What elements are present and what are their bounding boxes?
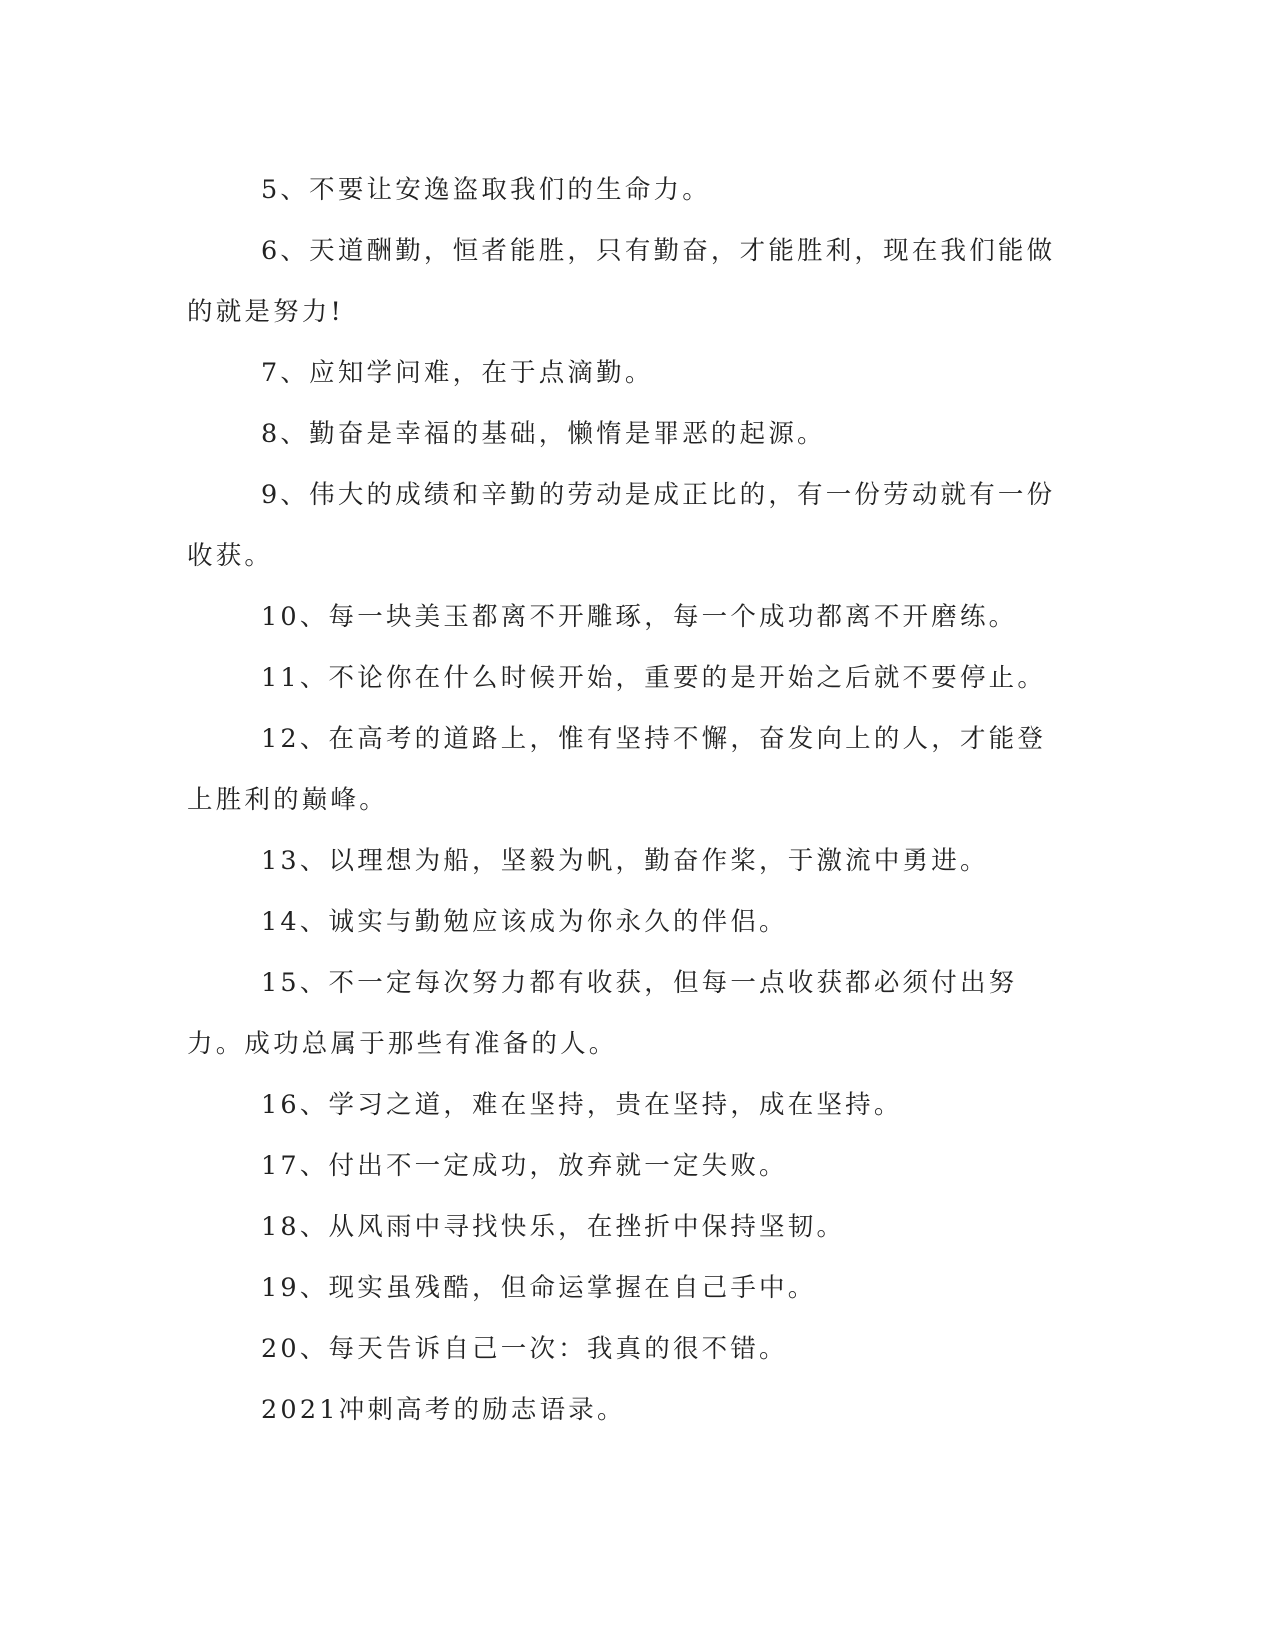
quote-paragraph-13: 13、以理想为船，坚毅为帆，勤奋作桨，于激流中勇进。 <box>261 846 989 876</box>
quote-paragraph-19: 19、现实虽残酷，但命运掌握在自己手中。 <box>261 1273 817 1303</box>
quote-paragraph-9: 9、伟大的成绩和辛勤的劳动是成正比的，有一份劳动就有一份收获。 <box>187 480 1056 571</box>
quote-paragraph-14: 14、诚实与勤勉应该成为你永久的伴侣。 <box>261 907 788 937</box>
quote-paragraph-5: 5、不要让安逸盗取我们的生命力。 <box>261 175 711 205</box>
quote-paragraph-12: 12、在高考的道路上，惟有坚持不懈，奋发向上的人，才能登上胜利的巅峰。 <box>187 724 1047 815</box>
quote-paragraph-10: 10、每一块美玉都离不开雕琢，每一个成功都离不开磨练。 <box>261 602 1018 632</box>
quote-paragraph-18: 18、从风雨中寻找快乐，在挫折中保持坚韧。 <box>261 1212 846 1242</box>
document-body <box>187 160 1067 1441</box>
quote-paragraph-15: 15、不一定每次努力都有收获，但每一点收获都必须付出努力。成功总属于那些有准备的人。 <box>187 968 1018 1059</box>
quote-paragraph-17: 17、付出不一定成功，放弃就一定失败。 <box>261 1151 788 1181</box>
quote-paragraph-8: 8、勤奋是幸福的基础，懒惰是罪恶的起源。 <box>261 419 826 449</box>
quote-paragraph-7: 7、应知学问难，在于点滴勤。 <box>261 358 654 388</box>
quote-paragraph-6: 6、天道酬勤，恒者能胜，只有勤奋，才能胜利，现在我们能做的就是努力! <box>187 236 1056 327</box>
quote-paragraph-11: 11、不论你在什么时候开始，重要的是开始之后就不要停止。 <box>261 663 1047 693</box>
section-heading-2021: 2021冲刺高考的励志语录。 <box>261 1395 626 1425</box>
quote-paragraph-16: 16、学习之道，难在坚持，贵在坚持，成在坚持。 <box>261 1090 903 1120</box>
quote-paragraph-20: 20、每天告诉自己一次：我真的很不错。 <box>261 1334 788 1364</box>
